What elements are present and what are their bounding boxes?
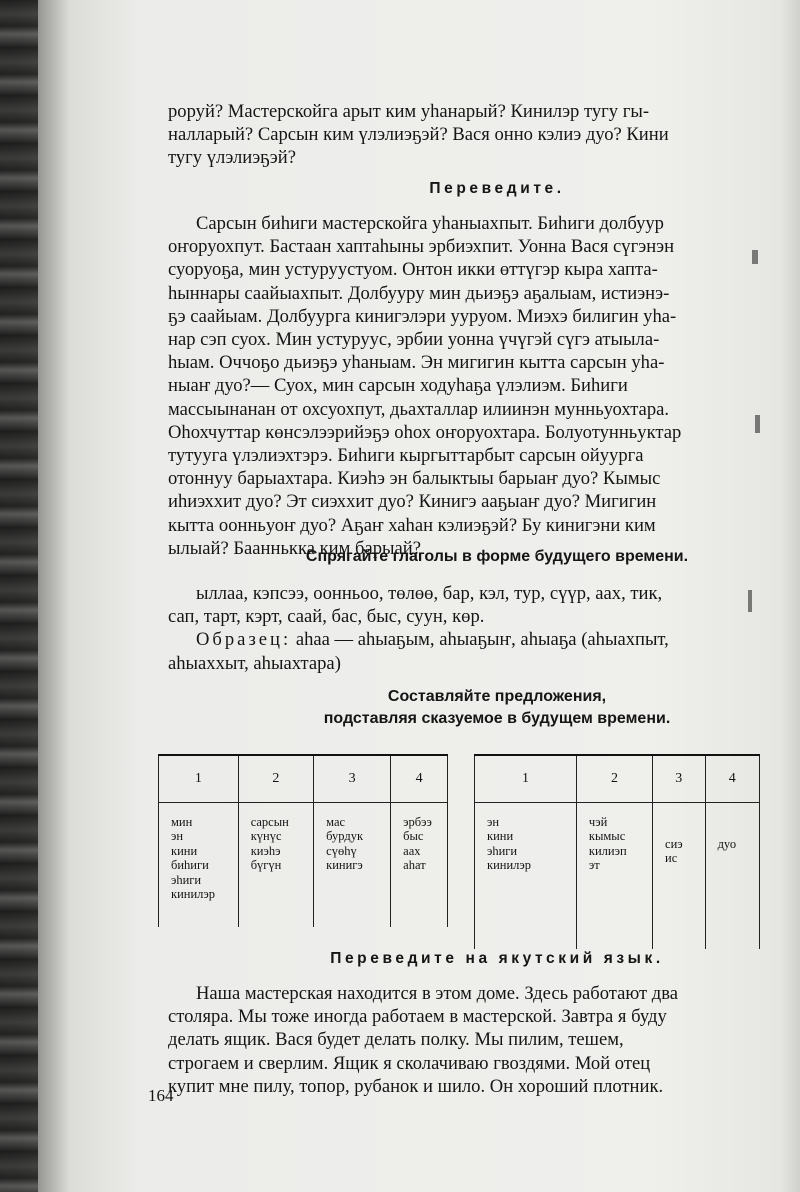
table-cell [653,803,706,950]
sample-forms: аhаа — аhыаҕым, аhыаҕыҥ, аhыаҕа (аhыахпыт, [295,629,669,651]
heading-translate-yakut: Переведите на якутский язык. [330,950,664,967]
table-header-cell: 4 [391,755,448,803]
table-cell [705,803,759,950]
text-line: иhиэххит дуо? Эт сиэххит дуо? Кинигэ ааҕыаҥ дуо? Мигигин [168,491,657,513]
text-line: кытта оонньуоҥ дуо? Аҕаҥ хаhан кэлиэҕэй? Бу кинигэни ким [168,514,656,536]
cell-word: эн [171,829,184,844]
page-number: 164 [148,1086,174,1105]
russian-paragraph [168,982,800,1098]
cell-word: кинигэ [326,858,363,873]
cell-word: эhиги [487,843,518,858]
cell-word: мин [171,815,193,829]
text-line: делать ящик. Вася будет делать полку. Мы пилим, тешем, [168,1029,624,1051]
table-header-cell: 3 [314,755,391,803]
text-line: тугу үлэлиэҕэй? [168,147,296,169]
cell-word: кини [487,829,514,844]
intro-paragraph [168,100,800,170]
text-line: Оhохчуттар көнсэлээрийэҕэ оhох оҥоруохтара. Болуотунньуктар [168,421,682,443]
table-cell [238,803,313,928]
table-header-cell: 1 [475,755,577,803]
text-line: сап, тарт, кэрт, саай, бас, быс, суун, көр. [168,606,485,628]
table-row [475,803,760,950]
text-line: оҥоруохпут. Бастаан хаптаhыны эрбиэхпит. Уонна Вася сүгэнэн [168,236,675,258]
table-cell [475,803,577,950]
conjugate-verbs-paragraph [168,582,800,675]
sample-line [168,628,800,651]
text-line: ҕэ саайыам. Долбуурга кинигэлэри ууруом. Миэхэ билигин уhа- [168,305,677,327]
text-line: массыынанан от охсуохпут, дьахталлар илиинэн мунньуохтара. [168,398,670,420]
cell-word: аах [403,843,421,858]
table-cell [314,803,391,928]
sample-label: Образец: [196,629,292,651]
text-line: hыннары саайыахпыт. Долбууру мин дьиэҕэ аҕалыам, истиэнэ- [168,282,670,304]
cell-word: эрбээ [403,815,432,829]
cell-word: күнүс [250,829,282,844]
cell-word: сарсын [250,815,289,829]
table-header-cell: 1 [159,755,239,803]
heading-compose-line-1: Составляйте предложения, [387,688,607,705]
table-cell [576,803,652,950]
text-line: аhыаххыт, аhыахтара) [168,652,341,674]
heading-conjugate: Спрягайте глаголы в форме будущего времени. [305,548,689,565]
text-line: Наша мастерская находится в этом доме. Здесь работают два [196,983,679,1004]
table-header-cell: 2 [238,755,313,803]
text-line: суоруоҕа, мин устуруустуом. Онтон икки өттүгэр кыра хапта- [168,259,658,281]
sentence-table-left [158,754,448,927]
text-line: нар сэп суох. Мин устуруус, эрбии уонна үчүгэй сүгэ атыыла- [168,329,660,351]
text-line: купит мне пилу, топор, рубанок и шило. Он хороший плотник. [168,1075,664,1097]
cell-word: кини [171,843,198,858]
cell-word: эн [487,815,500,829]
text-line: отоннуу барыахтара. Киэhэ эн балыктыы барыаҥ дуо? Кымыс [168,468,661,490]
cell-word: килиэп [588,843,627,858]
text-line: столяра. Мы тоже иногда работаем в мастерской. Завтра я буду [168,1006,667,1028]
cell-word: бүгүн [250,858,282,873]
cell-word: эт [588,858,600,873]
cell-word: кинилэр [487,858,531,873]
cell-word: дуо [717,837,737,851]
cell-word: биhиги [171,858,209,873]
heading-compose-line-2: подставляя сказуемое в будущем времени. [323,710,671,727]
text-line: тутууга үлэлиэхтэрэ. Биhиги кыргыттарбыт сарсын ойуурга [168,445,644,467]
cell-word: кымыс [588,829,626,844]
cell-word: сүөhү [326,843,357,858]
text-line: ылыай? Бааннькка ким барыай? [168,537,421,559]
table-header-cell: 2 [576,755,652,803]
text-line: строгаем и сверлим. Ящик я сколачиваю гвоздями. Мой отец [168,1052,651,1074]
cell-word: сиэ [665,837,683,851]
text-line: ныаҥ дуо?— Суох, мин сарсын ходуhаҕа үлэлиэм. Биhиги [168,375,628,397]
table-header-cell: 4 [705,755,759,803]
cell-word: ис [665,851,678,866]
text-line: налларый? Сарсын ким үлэлиэҕэй? Вася онно кэлиэ дуо? Кини [168,124,669,146]
cell-word: мас [326,815,346,829]
book-spine-shadow [0,0,38,1192]
text-line: ыллаа, кэпсээ, оонньоо, төлөө, бар, кэл, тур, сүүр, аах, тик, [196,583,663,604]
table-cell [391,803,448,928]
translate-paragraph [168,212,800,560]
table-cell [159,803,239,928]
table-header-row [475,755,760,803]
cell-word: бурдук [326,829,364,844]
table-row [159,803,448,928]
heading-translate: Переведите. [429,180,565,197]
cell-word: киэhэ [250,843,281,858]
text-line: Сарсын биhиги мастерскойга уhаныахпыт. Биhиги долбуур [196,213,664,234]
text-line: роруй? Мастерскойга арыт ким уhанарый? Кинилэр тугу гы- [168,101,650,122]
cell-word: чэй [588,815,608,829]
cell-word: кинилэр [171,887,215,902]
table-header-row [159,755,448,803]
book-page [60,0,800,1192]
cell-word: быс [403,829,424,844]
table-header-cell: 3 [653,755,706,803]
cell-word: эhиги [171,872,202,887]
cell-word: аhат [403,858,426,873]
text-line: hыам. Оччоҕо дьиэҕэ уhаныам. Эн мигигин кытта сарсын уhа- [168,352,665,374]
sentence-table-right [474,754,760,949]
